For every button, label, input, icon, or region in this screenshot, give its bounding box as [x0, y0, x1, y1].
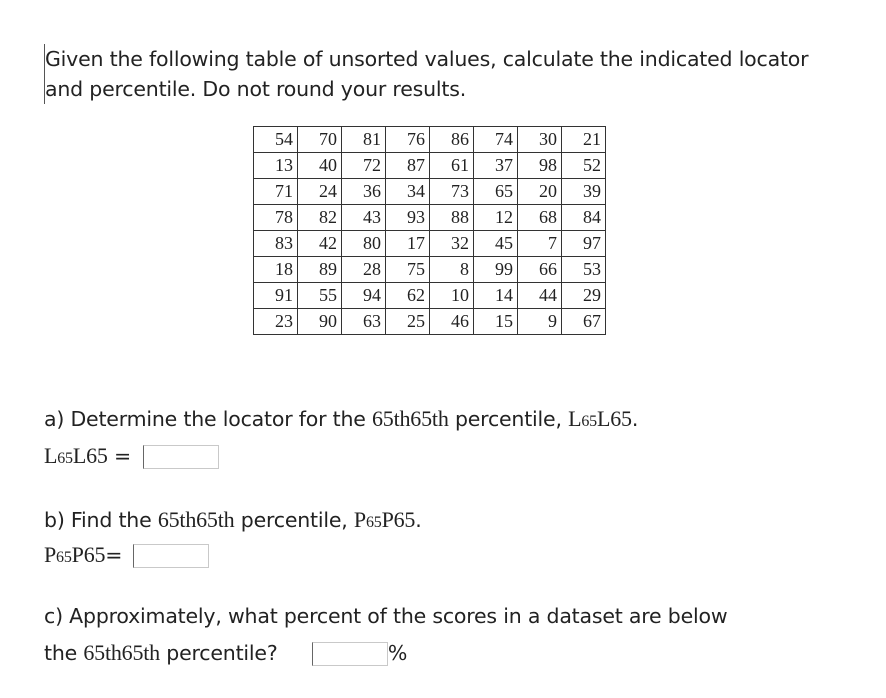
part-c-prompt-line1: c) Approximately, what percent of the scores in a dataset are below	[44, 604, 728, 628]
table-cell: 87	[386, 153, 430, 179]
table-cell: 91	[254, 283, 298, 309]
table-cell: 94	[342, 283, 386, 309]
table-cell: 45	[474, 231, 518, 257]
table-cell: 44	[518, 283, 562, 309]
table-cell: 29	[562, 283, 606, 309]
table-cell: 23	[254, 309, 298, 335]
table-cell: 15	[474, 309, 518, 335]
table-cell: 80	[342, 231, 386, 257]
part-a-label-plain: L65	[72, 443, 108, 468]
part-a-symbol-base: L	[568, 406, 582, 431]
table-cell: 17	[386, 231, 430, 257]
table-cell: 55	[298, 283, 342, 309]
values-table	[253, 126, 606, 335]
table-cell: 81	[342, 127, 386, 153]
part-c-prompt-start: the	[44, 641, 84, 665]
table-cell: 86	[430, 127, 474, 153]
table-cell: 72	[342, 153, 386, 179]
part-b-prompt-start: b) Find the	[44, 508, 158, 532]
table-cell: 66	[518, 257, 562, 283]
part-a-equals: =	[107, 444, 131, 468]
table-cell: 62	[386, 283, 430, 309]
part-b-symbol-sub: 65	[365, 514, 382, 531]
table-cell: 97	[562, 231, 606, 257]
part-b-answer-row	[44, 542, 209, 568]
part-b-equals: =	[105, 543, 123, 567]
table-cell: 73	[430, 179, 474, 205]
part-a-prompt-mid: percentile,	[448, 407, 569, 431]
table-row	[254, 153, 606, 179]
part-a-prompt-start: a) Determine the locator for the	[44, 407, 372, 431]
table-row	[254, 179, 606, 205]
table-row	[254, 231, 606, 257]
table-cell: 39	[562, 179, 606, 205]
table-cell: 75	[386, 257, 430, 283]
table-cell: 10	[430, 283, 474, 309]
table-cell: 14	[474, 283, 518, 309]
table-cell: 52	[562, 153, 606, 179]
percentile-answer-input[interactable]	[133, 544, 209, 568]
table-cell: 98	[518, 153, 562, 179]
table-cell: 78	[254, 205, 298, 231]
part-a-label-sub: 65	[57, 450, 73, 467]
part-b-label-sub: 65	[56, 549, 72, 566]
part-b-prompt-end: .	[415, 508, 422, 532]
part-b-prompt-mid: percentile,	[234, 508, 354, 532]
table-cell: 24	[298, 179, 342, 205]
part-b-ordinal: 65th65th	[157, 507, 235, 532]
table-cell: 68	[518, 205, 562, 231]
table-cell: 18	[254, 257, 298, 283]
part-b-label-base: P	[44, 542, 57, 567]
table-cell: 71	[254, 179, 298, 205]
part-a-prompt-end: .	[631, 407, 639, 431]
question-text: Given the following table of unsorted values, calculate the indicated locator and percentile. Do not round your results.	[44, 44, 835, 104]
table-cell: 8	[430, 257, 474, 283]
part-c-ordinal: 65th65th	[83, 640, 160, 665]
part-a-ordinal: 65th65th	[372, 406, 449, 431]
part-a-answer-row	[44, 443, 219, 469]
part-c-prompt-line2	[44, 640, 407, 666]
table-cell: 70	[298, 127, 342, 153]
table-cell: 83	[254, 231, 298, 257]
table-cell: 82	[298, 205, 342, 231]
table-cell: 76	[386, 127, 430, 153]
table-row	[254, 127, 606, 153]
table-row	[254, 309, 606, 335]
table-cell: 65	[474, 179, 518, 205]
table-cell: 88	[430, 205, 474, 231]
table-cell: 99	[474, 257, 518, 283]
part-a-symbol-sub: 65	[581, 413, 597, 430]
part-a-prompt	[44, 406, 638, 432]
table-cell: 21	[562, 127, 606, 153]
table-row	[254, 205, 606, 231]
percent-unit: %	[387, 641, 408, 665]
table-cell: 7	[518, 231, 562, 257]
table-cell: 90	[298, 309, 342, 335]
table-cell: 93	[386, 205, 430, 231]
table-cell: 12	[474, 205, 518, 231]
table-cell: 74	[474, 127, 518, 153]
locator-answer-input[interactable]	[143, 445, 219, 469]
table-cell: 54	[254, 127, 298, 153]
table-cell: 28	[342, 257, 386, 283]
table-cell: 13	[254, 153, 298, 179]
table-cell: 42	[298, 231, 342, 257]
table-cell: 53	[562, 257, 606, 283]
table-cell: 63	[342, 309, 386, 335]
table-cell: 43	[342, 205, 386, 231]
part-c-prompt-end: percentile?	[159, 641, 278, 665]
table-cell: 34	[386, 179, 430, 205]
table-cell: 67	[562, 309, 606, 335]
table-cell: 89	[298, 257, 342, 283]
part-a-label-base: L	[44, 443, 58, 468]
table-cell: 9	[518, 309, 562, 335]
table-row	[254, 283, 606, 309]
percent-answer-input[interactable]	[312, 642, 388, 666]
table-row	[254, 257, 606, 283]
table-cell: 30	[518, 127, 562, 153]
part-b-label-plain: P65	[71, 542, 106, 567]
table-cell: 32	[430, 231, 474, 257]
table-cell: 46	[430, 309, 474, 335]
part-b-symbol-plain: P65	[381, 507, 416, 532]
table-cell: 20	[518, 179, 562, 205]
part-b-prompt	[44, 507, 422, 533]
part-a-symbol-plain: L65	[596, 406, 632, 431]
table-cell: 25	[386, 309, 430, 335]
table-cell: 36	[342, 179, 386, 205]
table-cell: 61	[430, 153, 474, 179]
table-cell: 37	[474, 153, 518, 179]
table-cell: 84	[562, 205, 606, 231]
table-cell: 40	[298, 153, 342, 179]
part-b-symbol-base: P	[353, 507, 366, 532]
